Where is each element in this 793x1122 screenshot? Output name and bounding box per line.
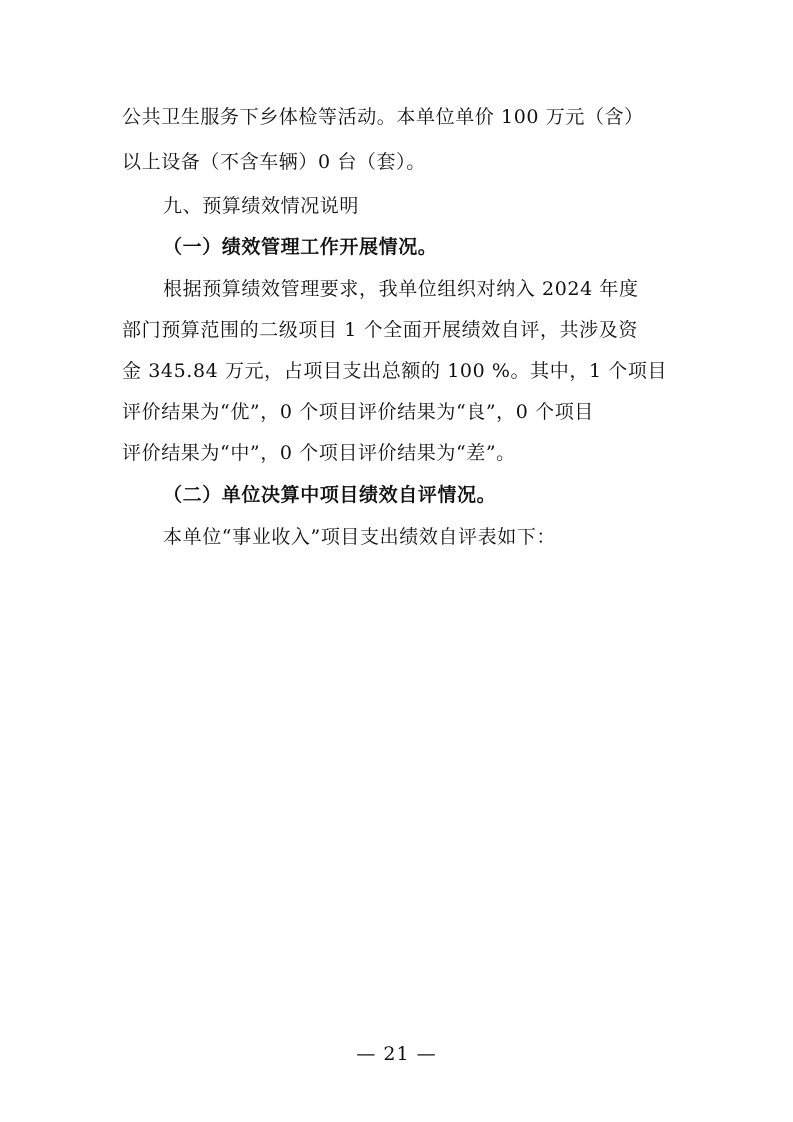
paragraph-line: 公共卫生服务下乡体检等活动。本单位单价 100 万元（含） [122,106,644,128]
paragraph-line: 评价结果为“优”，0 个项目评价结果为“良”，0 个项目 [122,401,594,423]
page-number: — 21 — [356,1043,437,1065]
subsection-heading: （一）绩效管理工作开展情况。 [163,236,438,258]
paragraph-line: 以上设备（不含车辆）0 台（套）。 [122,151,426,173]
paragraph-line: 本单位“事业收入”项目支出绩效自评表如下： [163,526,557,548]
paragraph-line: 根据预算绩效管理要求，我单位组织对纳入 2024 年度 [163,278,639,300]
paragraph-line: 金 345.84 万元，占项目支出总额的 100 %。其中，1 个项目 [122,360,668,382]
section-heading: 九、预算绩效情况说明 [163,195,360,217]
paragraph-line: 部门预算范围的二级项目 1 个全面开展绩效自评，共涉及资 [122,319,638,341]
paragraph-line: 评价结果为“中”，0 个项目评价结果为“差”。 [122,442,516,464]
subsection-heading: （二）单位决算中项目绩效自评情况。 [163,484,497,506]
